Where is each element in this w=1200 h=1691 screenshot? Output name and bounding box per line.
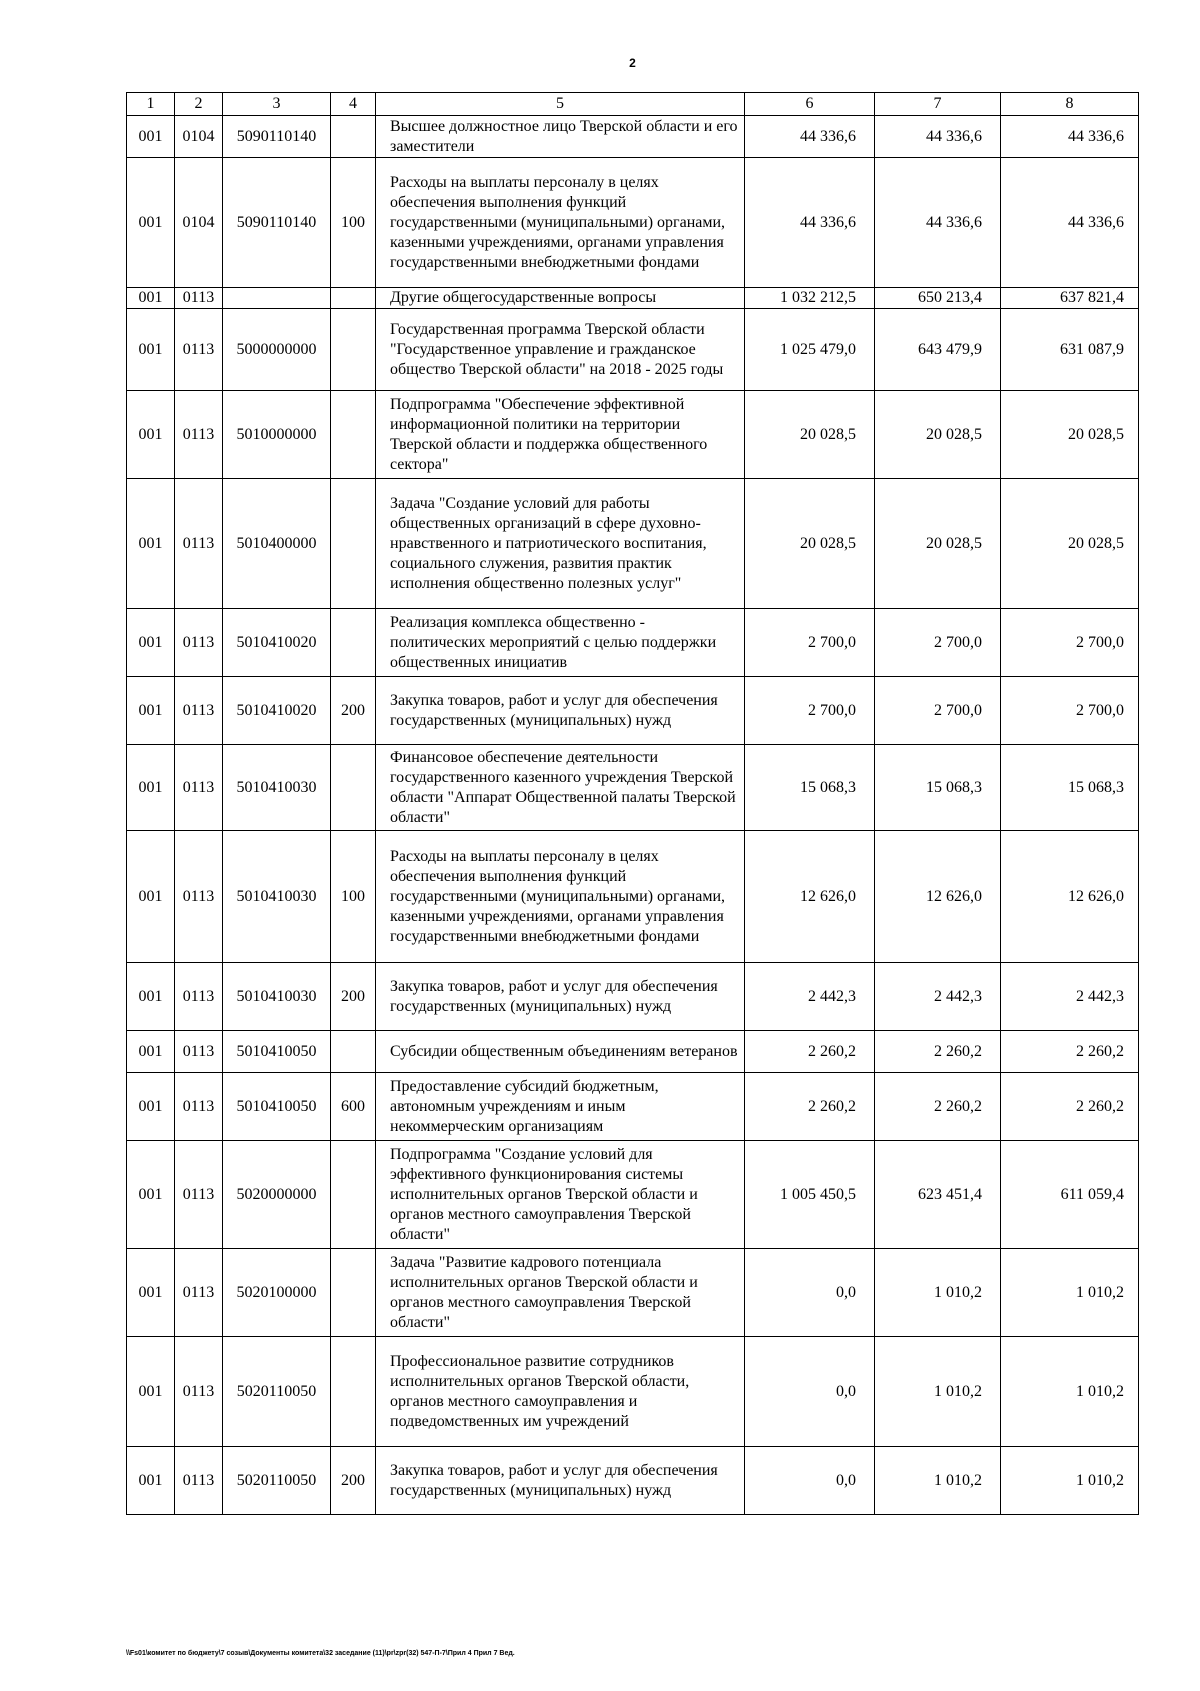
table-row <box>127 1073 1139 1141</box>
ved-code-cell: 001 <box>127 745 175 831</box>
amount-year1-cell: 2 260,2 <box>745 1073 875 1141</box>
expense-name-cell: Реализация комплекса общественно - политических мероприятий с целью поддержки общественных инициатив <box>376 609 745 677</box>
section-code-cell: 0104 <box>175 116 223 158</box>
expense-type-cell <box>331 1031 376 1073</box>
expense-type-cell <box>331 1337 376 1447</box>
expense-type-cell <box>331 609 376 677</box>
amount-year1-cell: 0,0 <box>745 1249 875 1337</box>
target-article-cell: 5010000000 <box>223 391 331 479</box>
amount-year2-cell: 20 028,5 <box>875 479 1001 609</box>
target-article-cell: 5010410030 <box>223 831 331 963</box>
target-article-cell: 5010410050 <box>223 1031 331 1073</box>
expense-type-cell <box>331 288 376 309</box>
expense-name-cell: Субсидии общественным объединениям ветеранов <box>376 1031 745 1073</box>
amount-year1-cell: 2 700,0 <box>745 677 875 745</box>
amount-year2-cell: 643 479,9 <box>875 309 1001 391</box>
ved-code-cell: 001 <box>127 158 175 288</box>
table-row <box>127 116 1139 158</box>
section-code-cell: 0113 <box>175 1073 223 1141</box>
section-code-cell: 0113 <box>175 309 223 391</box>
expense-name-cell: Финансовое обеспечение деятельности государственного казенного учреждения Тверской области "Аппарат Общественной палаты Тверской области" <box>376 745 745 831</box>
column-header: 8 <box>1001 93 1139 116</box>
table-row <box>127 391 1139 479</box>
amount-year1-cell: 0,0 <box>745 1447 875 1515</box>
expense-type-cell <box>331 309 376 391</box>
ved-code-cell: 001 <box>127 677 175 745</box>
table-row <box>127 677 1139 745</box>
amount-year1-cell: 20 028,5 <box>745 391 875 479</box>
expense-name-cell: Высшее должностное лицо Тверской области и его заместители <box>376 116 745 158</box>
section-code-cell: 0113 <box>175 391 223 479</box>
amount-year1-cell: 1 025 479,0 <box>745 309 875 391</box>
table-row <box>127 745 1139 831</box>
amount-year1-cell: 1 005 450,5 <box>745 1141 875 1249</box>
amount-year1-cell: 2 260,2 <box>745 1031 875 1073</box>
ved-code-cell: 001 <box>127 963 175 1031</box>
target-article-cell <box>223 288 331 309</box>
amount-year1-cell: 20 028,5 <box>745 479 875 609</box>
amount-year2-cell: 1 010,2 <box>875 1249 1001 1337</box>
expense-type-cell: 200 <box>331 1447 376 1515</box>
amount-year1-cell: 2 700,0 <box>745 609 875 677</box>
expense-name-cell: Задача "Создание условий для работы общественных организаций в сфере духовно-нравственного и патриотического воспитания, социального служения, развития практик исполнения общественно полезных услуг" <box>376 479 745 609</box>
expense-type-cell <box>331 116 376 158</box>
ved-code-cell: 001 <box>127 1249 175 1337</box>
file-path-footer: \\Fs01\комитет по бюджету\7 созыв\Документы комитета\32 заседание (11)\pr\zpr(32) 547-П-7\Прил 4 Прил 7 Вед. <box>126 1650 515 1657</box>
section-code-cell: 0113 <box>175 609 223 677</box>
expense-name-cell: Подпрограмма "Обеспечение эффективной информационной политики на территории Тверской области и поддержка общественного сектора" <box>376 391 745 479</box>
ved-code-cell: 001 <box>127 831 175 963</box>
amount-year3-cell: 12 626,0 <box>1001 831 1139 963</box>
amount-year1-cell: 1 032 212,5 <box>745 288 875 309</box>
amount-year2-cell: 44 336,6 <box>875 116 1001 158</box>
column-header: 5 <box>376 93 745 116</box>
target-article-cell: 5020110050 <box>223 1447 331 1515</box>
amount-year1-cell: 44 336,6 <box>745 158 875 288</box>
expense-name-cell: Подпрограмма "Создание условий для эффективного функционирования системы исполнительных органов Тверской области и органов местного самоуправления Тверской области" <box>376 1141 745 1249</box>
expense-type-cell <box>331 1249 376 1337</box>
column-header: 3 <box>223 93 331 116</box>
column-header: 4 <box>331 93 376 116</box>
amount-year2-cell: 20 028,5 <box>875 391 1001 479</box>
target-article-cell: 5020000000 <box>223 1141 331 1249</box>
amount-year3-cell: 2 700,0 <box>1001 677 1139 745</box>
expense-name-cell: Задача "Развитие кадрового потенциала исполнительных органов Тверской области и органов местного самоуправления Тверской области" <box>376 1249 745 1337</box>
page-number: 2 <box>629 56 636 70</box>
section-code-cell: 0104 <box>175 158 223 288</box>
section-code-cell: 0113 <box>175 677 223 745</box>
amount-year1-cell: 2 442,3 <box>745 963 875 1031</box>
section-code-cell: 0113 <box>175 831 223 963</box>
amount-year2-cell: 1 010,2 <box>875 1337 1001 1447</box>
column-header: 6 <box>745 93 875 116</box>
ved-code-cell: 001 <box>127 1447 175 1515</box>
ved-code-cell: 001 <box>127 391 175 479</box>
amount-year3-cell: 2 260,2 <box>1001 1073 1139 1141</box>
table-row <box>127 1447 1139 1515</box>
amount-year2-cell: 2 260,2 <box>875 1031 1001 1073</box>
target-article-cell: 5010410030 <box>223 745 331 831</box>
target-article-cell: 5010410020 <box>223 609 331 677</box>
expense-type-cell: 600 <box>331 1073 376 1141</box>
amount-year3-cell: 20 028,5 <box>1001 391 1139 479</box>
expense-type-cell <box>331 391 376 479</box>
target-article-cell: 5090110140 <box>223 116 331 158</box>
target-article-cell: 5090110140 <box>223 158 331 288</box>
section-code-cell: 0113 <box>175 1141 223 1249</box>
table-row <box>127 609 1139 677</box>
amount-year1-cell: 15 068,3 <box>745 745 875 831</box>
table-row <box>127 288 1139 309</box>
amount-year2-cell: 44 336,6 <box>875 158 1001 288</box>
section-code-cell: 0113 <box>175 1031 223 1073</box>
expense-name-cell: Профессиональное развитие сотрудников исполнительных органов Тверской области, органов местного самоуправления и подведомственных им учреждений <box>376 1337 745 1447</box>
amount-year3-cell: 1 010,2 <box>1001 1337 1139 1447</box>
ved-code-cell: 001 <box>127 1337 175 1447</box>
ved-code-cell: 001 <box>127 1073 175 1141</box>
ved-code-cell: 001 <box>127 609 175 677</box>
table-row <box>127 1249 1139 1337</box>
expense-name-cell: Закупка товаров, работ и услуг для обеспечения государственных (муниципальных) нужд <box>376 963 745 1031</box>
ved-code-cell: 001 <box>127 479 175 609</box>
amount-year3-cell: 44 336,6 <box>1001 158 1139 288</box>
target-article-cell: 5020110050 <box>223 1337 331 1447</box>
amount-year1-cell: 0,0 <box>745 1337 875 1447</box>
amount-year1-cell: 44 336,6 <box>745 116 875 158</box>
section-code-cell: 0113 <box>175 288 223 309</box>
expense-name-cell: Закупка товаров, работ и услуг для обеспечения государственных (муниципальных) нужд <box>376 677 745 745</box>
ved-code-cell: 001 <box>127 309 175 391</box>
amount-year2-cell: 12 626,0 <box>875 831 1001 963</box>
expense-name-cell: Закупка товаров, работ и услуг для обеспечения государственных (муниципальных) нужд <box>376 1447 745 1515</box>
amount-year2-cell: 1 010,2 <box>875 1447 1001 1515</box>
section-code-cell: 0113 <box>175 1447 223 1515</box>
column-header: 7 <box>875 93 1001 116</box>
expense-name-cell: Предоставление субсидий бюджетным, автономным учреждениям и иным некоммерческим организациям <box>376 1073 745 1141</box>
amount-year2-cell: 2 700,0 <box>875 609 1001 677</box>
expense-type-cell: 100 <box>331 831 376 963</box>
ved-code-cell: 001 <box>127 1031 175 1073</box>
amount-year2-cell: 623 451,4 <box>875 1141 1001 1249</box>
ved-code-cell: 001 <box>127 288 175 309</box>
amount-year2-cell: 15 068,3 <box>875 745 1001 831</box>
ved-code-cell: 001 <box>127 116 175 158</box>
amount-year3-cell: 2 260,2 <box>1001 1031 1139 1073</box>
section-code-cell: 0113 <box>175 745 223 831</box>
amount-year3-cell: 1 010,2 <box>1001 1447 1139 1515</box>
ved-code-cell: 001 <box>127 1141 175 1249</box>
expense-type-cell: 100 <box>331 158 376 288</box>
budget-table <box>126 92 1139 1515</box>
expense-name-cell: Расходы на выплаты персоналу в целях обеспечения выполнения функций государственными (муниципальными) органами, казенными учреждениями, органами управления государственными внебюджетными фондами <box>376 158 745 288</box>
table-row <box>127 1031 1139 1073</box>
table-row <box>127 1337 1139 1447</box>
expense-type-cell <box>331 745 376 831</box>
amount-year3-cell: 2 700,0 <box>1001 609 1139 677</box>
amount-year2-cell: 650 213,4 <box>875 288 1001 309</box>
expense-name-cell: Государственная программа Тверской области "Государственное управление и гражданское общество Тверской области" на 2018 - 2025 годы <box>376 309 745 391</box>
amount-year3-cell: 637 821,4 <box>1001 288 1139 309</box>
column-header: 2 <box>175 93 223 116</box>
table-row <box>127 158 1139 288</box>
target-article-cell: 5010410030 <box>223 963 331 1031</box>
table-row <box>127 1141 1139 1249</box>
table-row <box>127 479 1139 609</box>
section-code-cell: 0113 <box>175 479 223 609</box>
section-code-cell: 0113 <box>175 1249 223 1337</box>
table-row <box>127 309 1139 391</box>
target-article-cell: 5010410050 <box>223 1073 331 1141</box>
amount-year1-cell: 12 626,0 <box>745 831 875 963</box>
amount-year3-cell: 44 336,6 <box>1001 116 1139 158</box>
table-row <box>127 963 1139 1031</box>
amount-year3-cell: 2 442,3 <box>1001 963 1139 1031</box>
section-code-cell: 0113 <box>175 1337 223 1447</box>
amount-year3-cell: 20 028,5 <box>1001 479 1139 609</box>
amount-year3-cell: 15 068,3 <box>1001 745 1139 831</box>
amount-year2-cell: 2 260,2 <box>875 1073 1001 1141</box>
table-row <box>127 831 1139 963</box>
target-article-cell: 5010400000 <box>223 479 331 609</box>
column-header: 1 <box>127 93 175 116</box>
column-number-row <box>127 93 1139 116</box>
amount-year3-cell: 631 087,9 <box>1001 309 1139 391</box>
amount-year3-cell: 1 010,2 <box>1001 1249 1139 1337</box>
expense-type-cell <box>331 479 376 609</box>
expense-name-cell: Другие общегосударственные вопросы <box>376 288 745 309</box>
target-article-cell: 5000000000 <box>223 309 331 391</box>
section-code-cell: 0113 <box>175 963 223 1031</box>
amount-year2-cell: 2 442,3 <box>875 963 1001 1031</box>
amount-year3-cell: 611 059,4 <box>1001 1141 1139 1249</box>
target-article-cell: 5020100000 <box>223 1249 331 1337</box>
expense-type-cell: 200 <box>331 677 376 745</box>
amount-year2-cell: 2 700,0 <box>875 677 1001 745</box>
expense-name-cell: Расходы на выплаты персоналу в целях обеспечения выполнения функций государственными (муниципальными) органами, казенными учреждениями, органами управления государственными внебюджетными фондами <box>376 831 745 963</box>
target-article-cell: 5010410020 <box>223 677 331 745</box>
expense-type-cell <box>331 1141 376 1249</box>
expense-type-cell: 200 <box>331 963 376 1031</box>
